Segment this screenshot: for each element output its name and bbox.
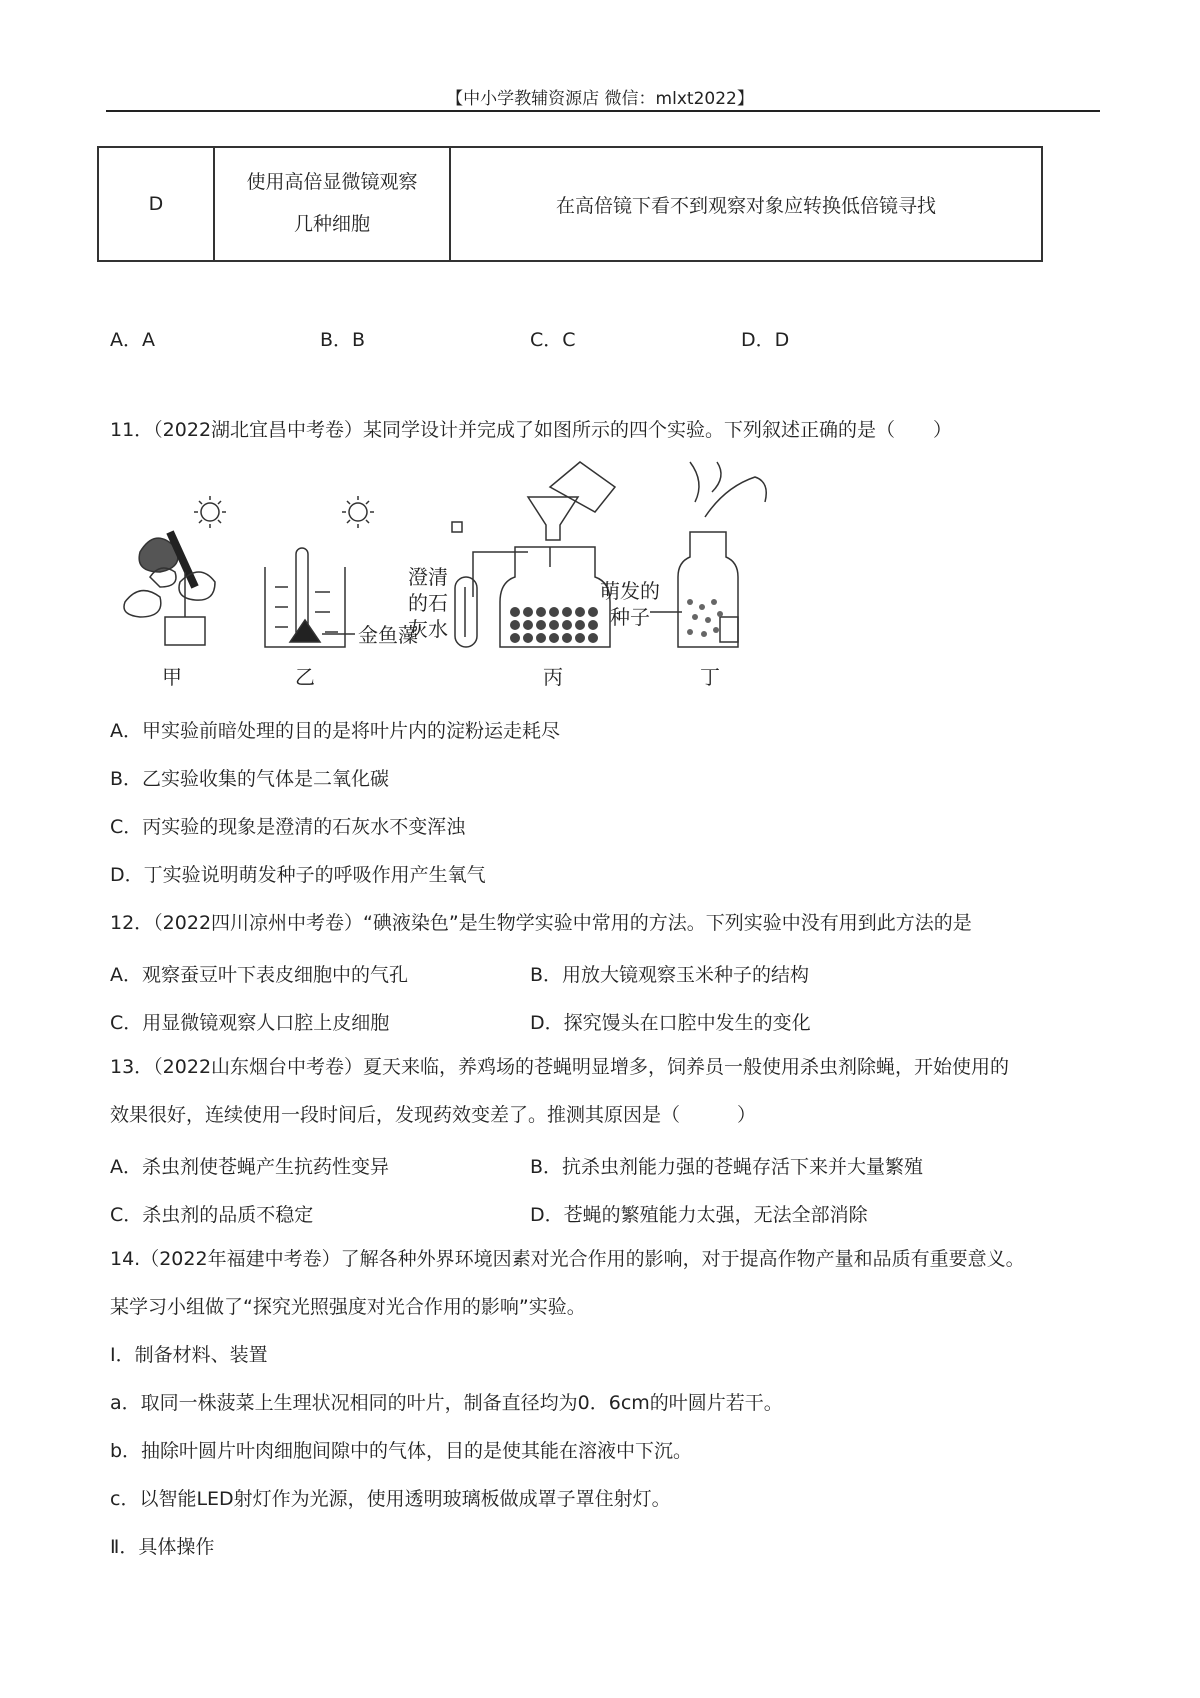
q14-item-c: c．以智能LED射灯作为光源，使用透明玻璃板做成罩子罩住射灯。	[110, 1488, 671, 1510]
q10-choice-a: A．A	[110, 329, 155, 351]
table-cell-experiment	[214, 147, 450, 261]
table-cell-note: 在高倍镜下看不到观察对象应转换低倍镜寻找	[450, 147, 1042, 261]
q11-option-c: C．丙实验的现象是澄清的石灰水不变浑浊	[110, 816, 466, 838]
q13-option-a: A．杀虫剂使苍蝇产生抗药性变异	[110, 1156, 389, 1178]
q14-section-2: Ⅱ．具体操作	[110, 1536, 215, 1558]
table-row	[98, 147, 1042, 261]
experiment-line-2: 几种细胞	[293, 213, 370, 235]
label-jia: 甲	[162, 665, 182, 689]
page-header: 【中小学教辅资源店 微信：mlxt2022】	[446, 89, 754, 109]
beaker-icon	[265, 548, 355, 647]
sun-icon-2	[342, 496, 374, 528]
q13-stem-2: 效果很好，连续使用一段时间后，发现药效变差了。推测其原因是（ ）	[110, 1104, 757, 1126]
table-cell-letter: D	[98, 147, 214, 261]
q12-option-c: C．用显微镜观察人口腔上皮细胞	[110, 1012, 390, 1034]
q14-stem-1: 14.（2022年福建中考卷）了解各种外界环境因素对光合作用的影响，对于提高作物产量和品质有重要意义。	[110, 1248, 1025, 1270]
q11-stem: 11．（2022湖北宜昌中考卷）某同学设计并完成了如图所示的四个实验。下列叙述正确的是（ ）	[110, 419, 953, 441]
label-limewater-1: 澄清	[408, 565, 448, 589]
q14-stem-2: 某学习小组做了“探究光照强度对光合作用的影响”实验。	[110, 1296, 586, 1318]
q13-stem-1: 13．（2022山东烟台中考卷）夏天来临，养鸡场的苍蝇明显增多，饲养员一般使用杀虫剂除蝇，开始使用的	[110, 1056, 1010, 1078]
q10-choice-b: B．B	[320, 329, 366, 351]
label-goldfish-weed: 金鱼藻	[358, 623, 418, 647]
q12-option-b: B．用放大镜观察玉米种子的结构	[530, 964, 810, 986]
label-bing: 丙	[543, 665, 563, 689]
experiment-line-1: 使用高倍显微镜观察	[246, 171, 418, 194]
plant-icon	[124, 532, 215, 645]
q11-option-b: B．乙实验收集的气体是二氧化碳	[110, 768, 390, 790]
label-limewater-3: 灰水	[408, 617, 448, 641]
q13-option-b: B．抗杀虫剂能力强的苍蝇存活下来并大量繁殖	[530, 1156, 924, 1178]
sun-icon	[194, 496, 226, 528]
label-seeds-1: 萌发的	[600, 579, 660, 603]
funnel-apparatus-icon	[452, 462, 615, 647]
q14-section-1: Ⅰ．制备材料、装置	[110, 1344, 268, 1366]
q11-option-d: D．丁实验说明萌发种子的呼吸作用产生氧气	[110, 864, 486, 886]
option-table	[97, 146, 1043, 262]
q12-option-d: D．探究馒头在口腔中发生的变化	[530, 1012, 811, 1034]
q12-option-a: A．观察蚕豆叶下表皮细胞中的气孔	[110, 964, 408, 986]
q10-choice-d: D．D	[741, 329, 790, 351]
q12-stem: 12．（2022四川凉州中考卷）“碘液染色”是生物学实验中常用的方法。下列实验中没有用到此方法的是	[110, 912, 972, 934]
q14-item-a: a．取同一株菠菜上生理状况相同的叶片，制备直径均为0．6cm的叶圆片若干。	[110, 1392, 783, 1414]
label-yi: 乙	[295, 665, 315, 689]
q13-option-d: D．苍蝇的繁殖能力太强，无法全部消除	[530, 1204, 868, 1226]
q10-choice-c: C．C	[530, 329, 576, 351]
header-rule	[106, 110, 1100, 112]
q11-option-a: A．甲实验前暗处理的目的是将叶片内的淀粉运走耗尽	[110, 720, 560, 742]
experiment-figure	[110, 452, 830, 692]
q13-option-c: C．杀虫剂的品质不稳定	[110, 1204, 314, 1226]
label-ding: 丁	[700, 665, 720, 689]
seed-jar-icon	[650, 462, 766, 647]
label-limewater-2: 的石	[408, 591, 448, 615]
label-seeds-2: 种子	[610, 605, 650, 629]
q14-item-b: b．抽除叶圆片叶肉细胞间隙中的气体，目的是使其能在溶液中下沉。	[110, 1440, 693, 1462]
